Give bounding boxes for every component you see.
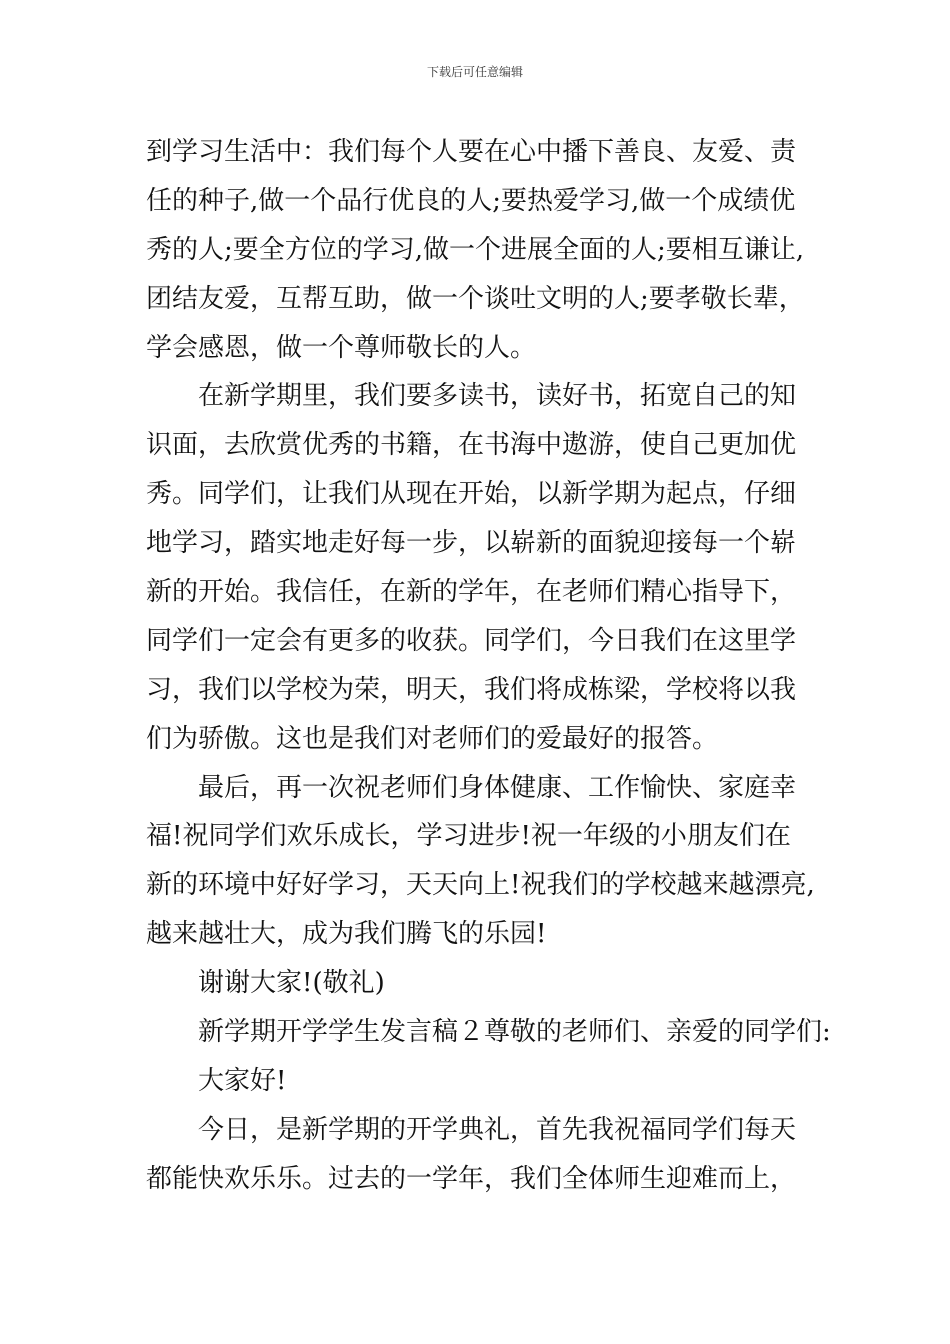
text-line: 任的种子,做一个品行优良的人;要热爱学习,做一个成绩优 (146, 185, 796, 216)
text-line: 秀的人;要全方位的学习,做一个进展全面的人;要相互谦让, (146, 234, 805, 265)
text-line: 都能快欢乐乐。过去的一学年，我们全体师生迎难而上， (146, 1163, 797, 1194)
paragraph-start-line: 今日，是新学期的开学典礼，首先我祝福同学们每天 (198, 1114, 797, 1145)
section-title-line: 新学期开学学生发言稿２尊敬的老师们、亲爱的同学们: (198, 1017, 831, 1048)
text-line: 新的开始。我信任，在新的学年，在老师们精心指导下， (146, 577, 797, 608)
text-line: 越来越壮大，成为我们腾飞的乐园! (146, 919, 547, 950)
text-line: 地学习，踏实地走好每一步，以崭新的面貌迎接每一个崭 (146, 528, 797, 559)
text-line: 识面，去欣赏优秀的书籍，在书海中遨游，使自己更加优 (146, 430, 797, 461)
text-line: 学会感恩，做一个尊师敬长的人。 (146, 332, 537, 363)
greeting-line: 大家好! (198, 1065, 287, 1096)
text-line: 团结友爱，互帮互助，做一个谈吐文明的人;要孝敬长辈， (146, 283, 805, 314)
text-line: 秀。同学们，让我们从现在开始，以新学期为起点，仔细 (146, 479, 797, 510)
paragraph-start-line: 在新学期里，我们要多读书，读好书，拓宽自己的知 (198, 381, 797, 412)
page-header: 下载后可任意编辑 (426, 65, 523, 79)
paragraph-start-line: 最后，再一次祝老师们身体健康、工作愉快、家庭幸 (198, 772, 797, 803)
text-line: 到学习生活中：我们每个人要在心中播下善良、友爱、责 (146, 137, 797, 167)
text-line: 福!祝同学们欢乐成长，学习进步!祝一年级的小朋友们在 (146, 821, 791, 852)
text-line: 新的环境中好好学习，天天向上!祝我们的学校越来越漂亮, (146, 870, 815, 901)
text-line: 同学们一定会有更多的收获。同学们，今日我们在这里学 (146, 625, 797, 656)
paragraph-start-line: 谢谢大家!(敬礼) (198, 968, 385, 999)
text-line: 们为骄傲。这也是我们对老师们的爱最好的报答。 (146, 723, 719, 754)
document-body (146, 128, 832, 1204)
text-line: 习，我们以学校为荣，明天，我们将成栋梁，学校将以我 (146, 674, 797, 705)
